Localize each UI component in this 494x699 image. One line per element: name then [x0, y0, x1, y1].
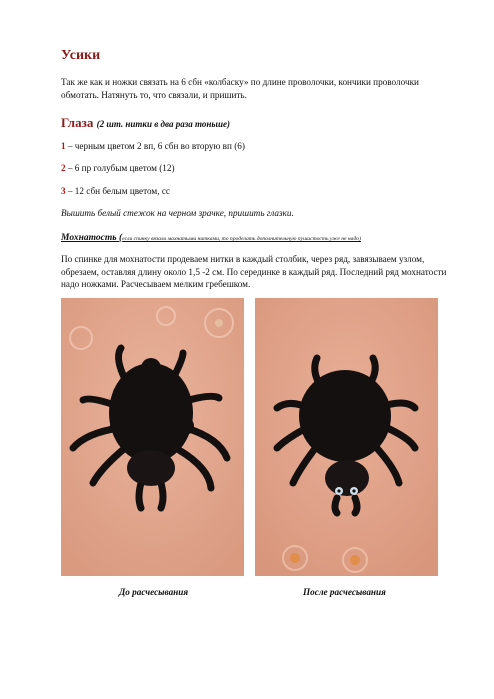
antennae-paragraph: Так же как и ножки связать на 6 сбн «колбаску» по длине проволочки, кончики проволочки обмотать. Натянуть то, что связали, и пришить.: [61, 77, 419, 100]
caption-after: После расчесывания: [303, 587, 386, 597]
step-text: – 12 сбн белым цветом, сс: [65, 186, 170, 196]
eyes-step-2: [61, 163, 175, 173]
step-text: – 6 пр голубым цветом (12): [65, 163, 175, 173]
fur-heading-note: если спинку вязали махнатыми нитками, то проделать дополнительную пушистость уже не надо): [122, 236, 361, 242]
eyes-step-3: [61, 186, 170, 196]
fur-paragraph: По спинке для мохнатости продеваем нитки в каждый столбик, через ряд, завязываем узлом, обрезаем, оставляя длину около 1,5 -2 см. По серединке в каждый ряд. Последний ряд мохнатости надо ножками. Расчесываем мелким гребешком.: [61, 254, 447, 289]
photo-after-combing: [255, 298, 438, 576]
step-number: 3: [61, 186, 66, 196]
eyes-heading-title: Глаза: [61, 115, 94, 130]
eyes-finish-text: Вышить белый стежок на черном зрачке, пришить глазки.: [61, 208, 294, 218]
photo-before-combing: [61, 298, 244, 576]
fur-heading: [61, 233, 361, 243]
antennae-heading: Усики: [61, 48, 101, 63]
eyes-step-1: [61, 141, 245, 151]
eyes-heading: [61, 115, 230, 131]
step-number: 2: [61, 163, 66, 173]
step-text: – черным цветом 2 вп, 6 сбн во вторую вп (6): [65, 141, 245, 151]
fur-heading-title: Мохнатость (: [61, 233, 123, 243]
step-number: 1: [61, 141, 66, 151]
caption-before: До расчесывания: [119, 587, 189, 597]
eyes-heading-note: (2 шт. нитки в два раза тоньше): [96, 119, 230, 129]
